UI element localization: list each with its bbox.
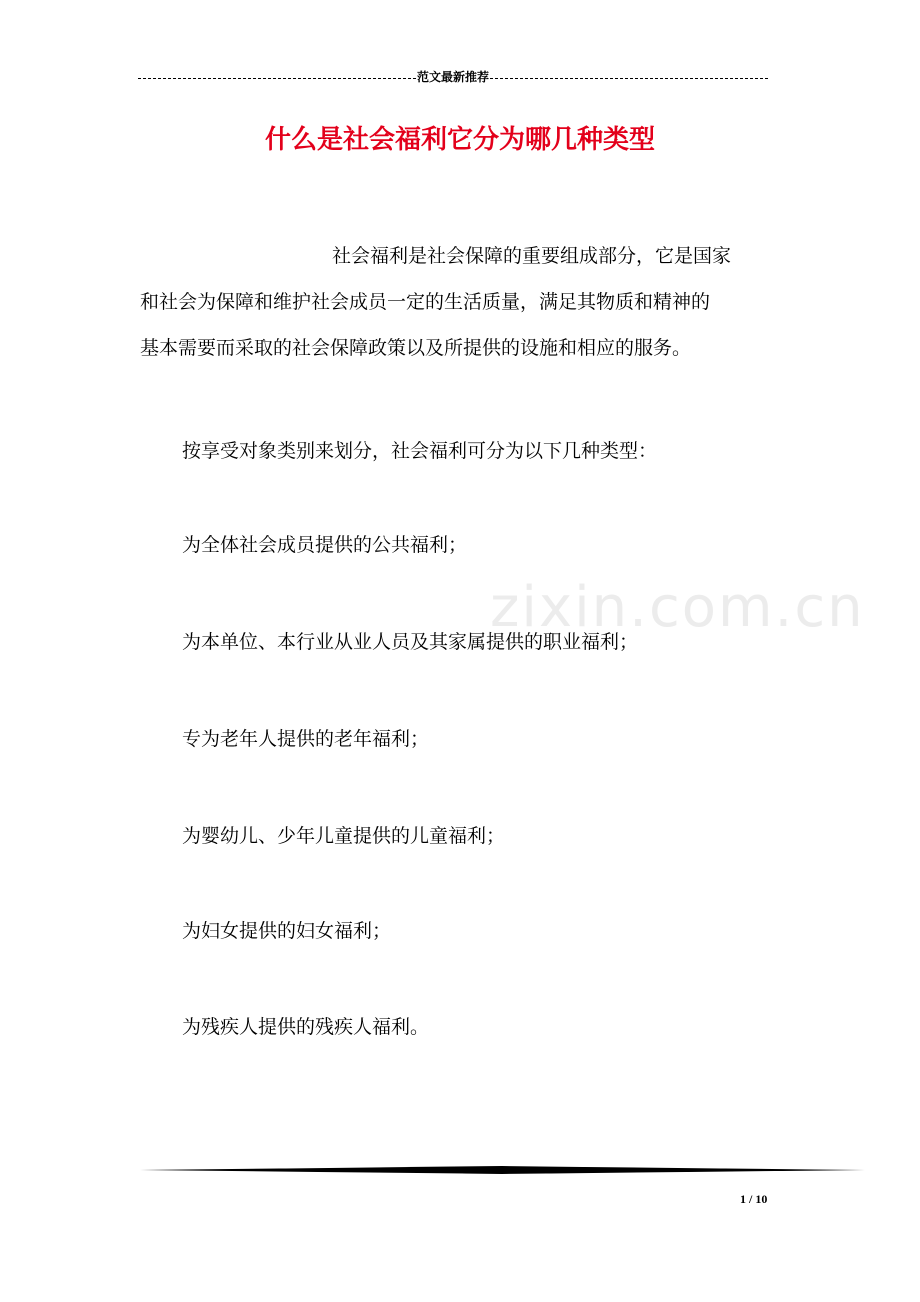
type-item-public: 为全体社会成员提供的公共福利；: [182, 534, 468, 556]
footer-rule: [140, 1163, 865, 1177]
type-item-women: 为妇女提供的妇女福利；: [182, 920, 392, 942]
header-dashes-left: [138, 78, 416, 79]
type-item-disabled: 为残疾人提供的残疾人福利。: [182, 1016, 430, 1038]
intro-paragraph: [140, 233, 790, 371]
classification-sentence: 按享受对象类别来划分，社会福利可分为以下几种类型：: [182, 440, 658, 462]
page-header: [138, 67, 768, 87]
page-number: 1 / 10: [740, 1192, 768, 1206]
document-title: 什么是社会福利它分为哪几种类型: [264, 125, 655, 155]
header-dashes-right: [490, 78, 768, 79]
type-item-elderly: 专为老年人提供的老年福利；: [182, 728, 430, 750]
type-item-occupational: 为本单位、本行业从业人员及其家属提供的职业福利；: [182, 631, 639, 653]
intro-line-3: 基本需要而采取的社会保障政策以及所提供的设施和相应的服务。: [140, 337, 692, 359]
type-item-children: 为婴幼儿、少年儿童提供的儿童福利；: [182, 825, 506, 847]
watermark: zixin.com.cn: [490, 575, 865, 640]
intro-line-1: 社会福利是社会保障的重要组成部分，它是国家: [332, 245, 732, 267]
intro-line-2: 和社会为保障和维护社会成员一定的生活质量，满足其物质和精神的: [140, 291, 711, 313]
header-label: 范文最新推荐: [417, 70, 490, 84]
